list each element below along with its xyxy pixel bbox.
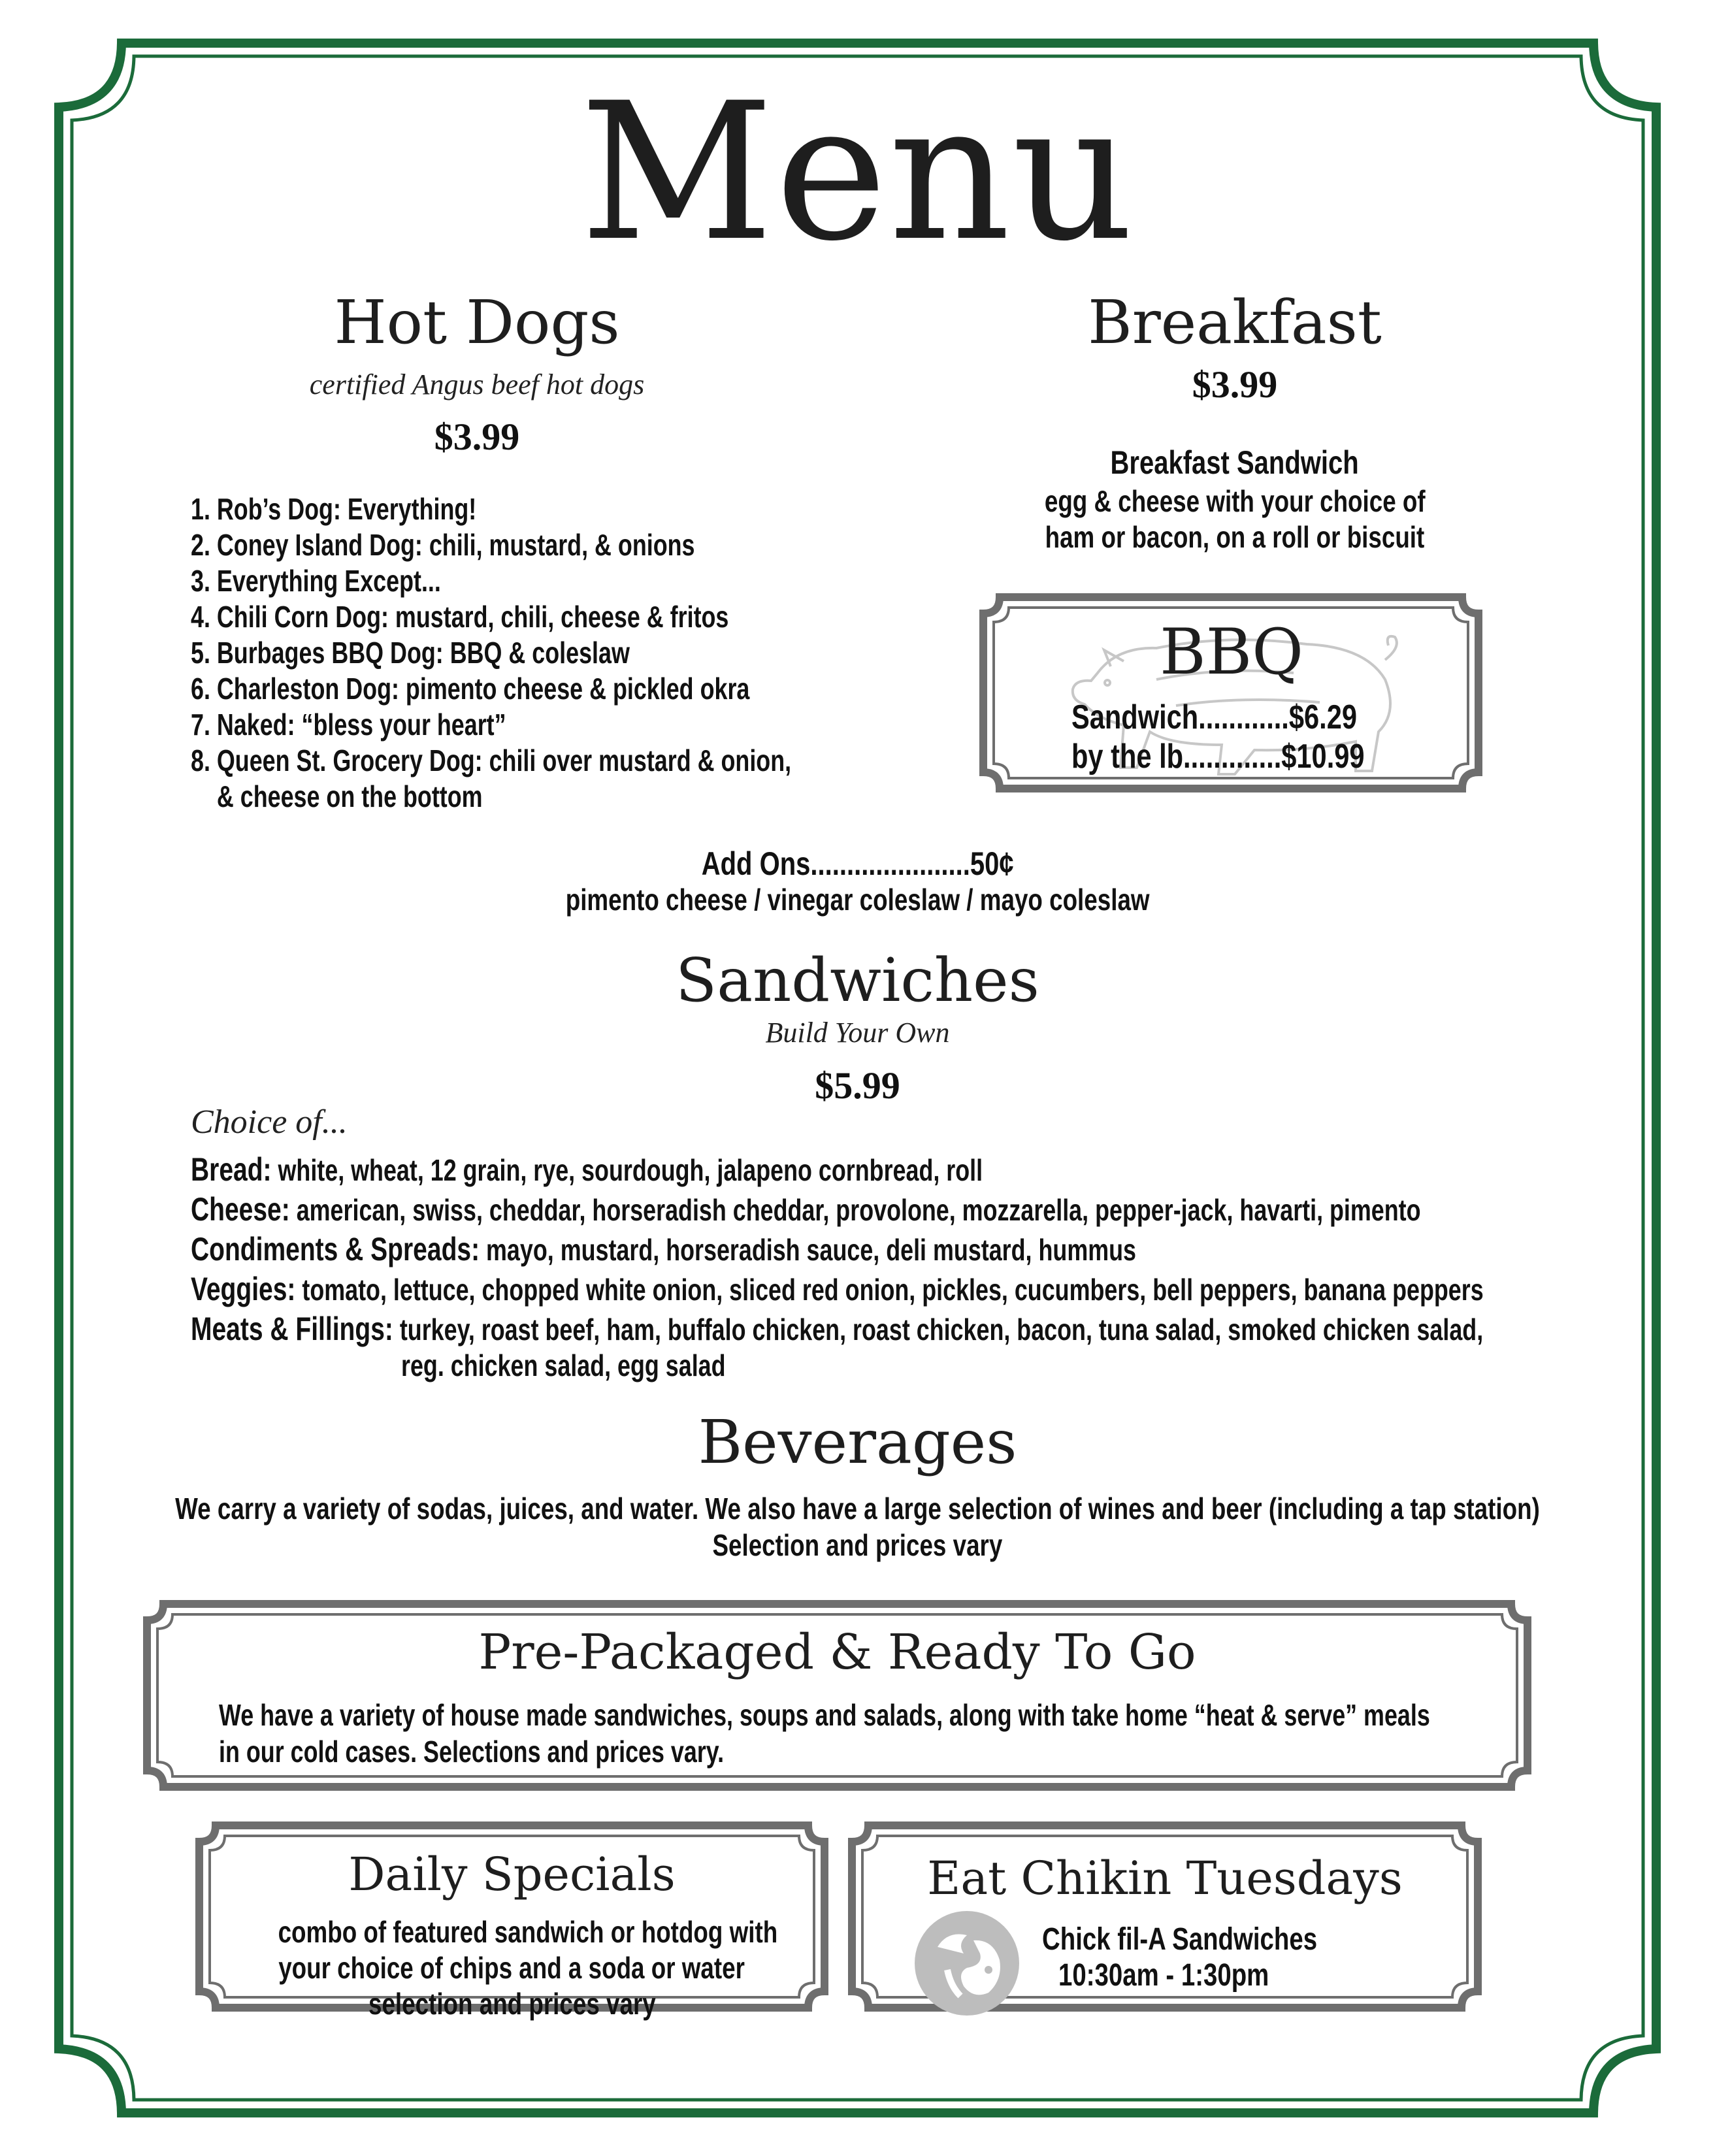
veggies-label: Veggies: [191,1271,296,1307]
veggies-line [191,1269,1484,1310]
bbq-line-1: Sandwich............$6.29 [1071,698,1357,736]
daily-specials-line-2: your choice of chips and a soda or water [278,1951,745,1985]
cheese-line [191,1190,1421,1230]
hot-dogs-title: Hot Dogs [334,287,620,357]
breakfast-title: Breakfast [1088,287,1382,357]
meats-options: turkey, roast beef, ham, buffalo chicken, roast chicken, bacon, tuna salad, smoked chicken salad, [399,1313,1484,1347]
chikin-title: Eat Chikin Tuesdays [927,1852,1403,1905]
page-title: Menu [580,63,1135,283]
meats-line-2: reg. chicken salad, egg salad [401,1348,726,1382]
daily-specials-line-3: selection and prices vary [368,1987,656,2021]
beverages-title: Beverages [698,1407,1017,1477]
list-item: 5. Burbages BBQ Dog: BBQ & coleslaw [191,636,630,670]
chikin-line-1: Chick fil-A Sandwiches [1042,1922,1318,1957]
daily-specials-title: Daily Specials [348,1848,676,1901]
sandwiches-price: $5.99 [815,1064,900,1107]
beverages-line-2: Selection and prices vary [712,1528,1003,1562]
bread-label: Bread: [191,1151,272,1188]
add-ons-options: pimento cheese / vinegar coleslaw / mayo coleslaw [565,883,1150,917]
hot-dogs-list [191,491,1040,815]
prepackaged-line-1: We have a variety of house made sandwiches, soups and salads, along with take home “heat & serve” meals [219,1698,1430,1732]
list-item: 6. Charleston Dog: pimento cheese & pickled okra [191,672,750,706]
list-item: 3. Everything Except... [191,564,441,598]
beverages-line-1: We carry a variety of sodas, juices, and water. We also have a large selection of wines and beer (including a tap station) [175,1492,1540,1526]
breakfast-price: $3.99 [1192,363,1278,406]
list-item: & cheese on the bottom [191,779,483,813]
list-item: 7. Naked: “bless your heart” [191,708,506,742]
list-item: 2. Coney Island Dog: chili, mustard, & onions [191,528,695,562]
prepackaged-line-2: in our cold cases. Selections and prices vary. [219,1735,725,1769]
breakfast-item-desc: egg & cheese with your choice of [1044,484,1426,518]
daily-specials-line-1: combo of featured sandwich or hotdog with [278,1915,778,1949]
condiments-line [191,1230,1136,1270]
cheese-label: Cheese: [191,1191,290,1228]
sandwiches-title: Sandwiches [676,945,1039,1015]
sandwiches-subtitle: Build Your Own [765,1017,950,1049]
cheese-options: american, swiss, cheddar, horseradish cheddar, provolone, mozzarella, pepper-jack, havarti, pimento [296,1193,1421,1227]
hot-dogs-price: $3.99 [434,416,520,458]
list-item: 4. Chili Corn Dog: mustard, chili, cheese & fritos [191,600,729,634]
bread-options: white, wheat, 12 grain, rye, sourdough, jalapeno cornbread, roll [278,1153,983,1187]
breakfast-item-name: Breakfast Sandwich [1110,444,1360,481]
meats-line [191,1309,1483,1350]
chikin-line-2: 10:30am - 1:30pm [1058,1958,1269,1993]
bbq-title: BBQ [1160,615,1303,689]
meats-label: Meats & Fillings: [191,1311,393,1347]
condiments-options: mayo, mustard, horseradish sauce, deli mustard, hummus [486,1233,1137,1267]
add-ons-line: Add Ons......................50¢ [701,845,1014,882]
choice-of-label: Choice of... [191,1103,348,1141]
list-item: 1. Rob’s Dog: Everything! [191,492,477,526]
list-item: 8. Queen St. Grocery Dog: chili over mustard & onion, [191,743,792,777]
chick-fil-a-logo-icon [911,1908,1022,2019]
veggies-options: tomato, lettuce, chopped white onion, sliced red onion, pickles, cucumbers, bell peppers, banana peppers [302,1273,1484,1307]
breakfast-item-desc-2: ham or bacon, on a roll or biscuit [1045,520,1425,554]
bread-line [191,1150,983,1190]
prepackaged-title: Pre-Packaged & Ready To Go [478,1624,1196,1680]
hot-dogs-subtitle: certified Angus beef hot dogs [309,368,645,400]
condiments-label: Condiments & Spreads: [191,1231,480,1267]
bbq-line-2: by the lb.............$10.99 [1071,738,1365,776]
